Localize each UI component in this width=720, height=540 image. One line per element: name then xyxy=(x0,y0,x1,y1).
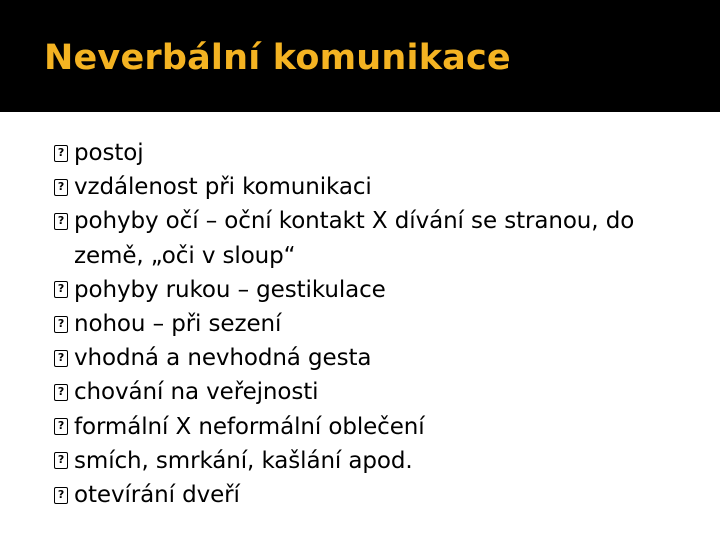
unknown-glyph-box-icon xyxy=(48,341,74,375)
list-item-text: postoj xyxy=(74,140,144,166)
bullet-list xyxy=(48,136,708,512)
list-item xyxy=(48,375,708,409)
list-item-text: pohyby očí – oční kontakt X dívání se stranou, do země, „oči v sloup“ xyxy=(74,208,635,269)
unknown-glyph-box-icon xyxy=(48,136,74,170)
list-item xyxy=(48,410,708,444)
list-item xyxy=(48,136,708,170)
title-bar xyxy=(0,0,720,112)
unknown-glyph-box-icon xyxy=(48,444,74,478)
list-item xyxy=(48,307,708,341)
list-item xyxy=(48,170,708,204)
unknown-glyph-box-icon xyxy=(48,375,74,409)
slide-title: Neverbální komunikace xyxy=(44,38,511,78)
list-item-text: nohou – při sezení xyxy=(74,311,282,338)
list-item-text: vzdálenost při komunikaci xyxy=(74,174,372,201)
unknown-glyph-box-icon xyxy=(48,204,74,238)
unknown-glyph-box-icon xyxy=(48,478,74,512)
list-item-text: otevírání dveří xyxy=(74,482,240,509)
list-item-text: chování na veřejnosti xyxy=(74,379,319,406)
list-item xyxy=(48,478,708,512)
list-item-text: smích, smrkání, kašlání apod. xyxy=(74,447,413,474)
list-item xyxy=(48,273,708,307)
list-item xyxy=(48,341,708,375)
unknown-glyph-box-icon xyxy=(48,170,74,204)
list-item-text: pohyby rukou – gestikulace xyxy=(74,276,386,303)
list-item xyxy=(48,444,708,478)
unknown-glyph-box-icon xyxy=(48,273,74,307)
list-item-text: formální X neformální oblečení xyxy=(74,413,425,440)
list-item xyxy=(48,204,708,272)
unknown-glyph-box-icon xyxy=(48,410,74,444)
unknown-glyph-box-icon xyxy=(48,307,74,341)
list-item-text: vhodná a nevhodná gesta xyxy=(74,345,372,372)
